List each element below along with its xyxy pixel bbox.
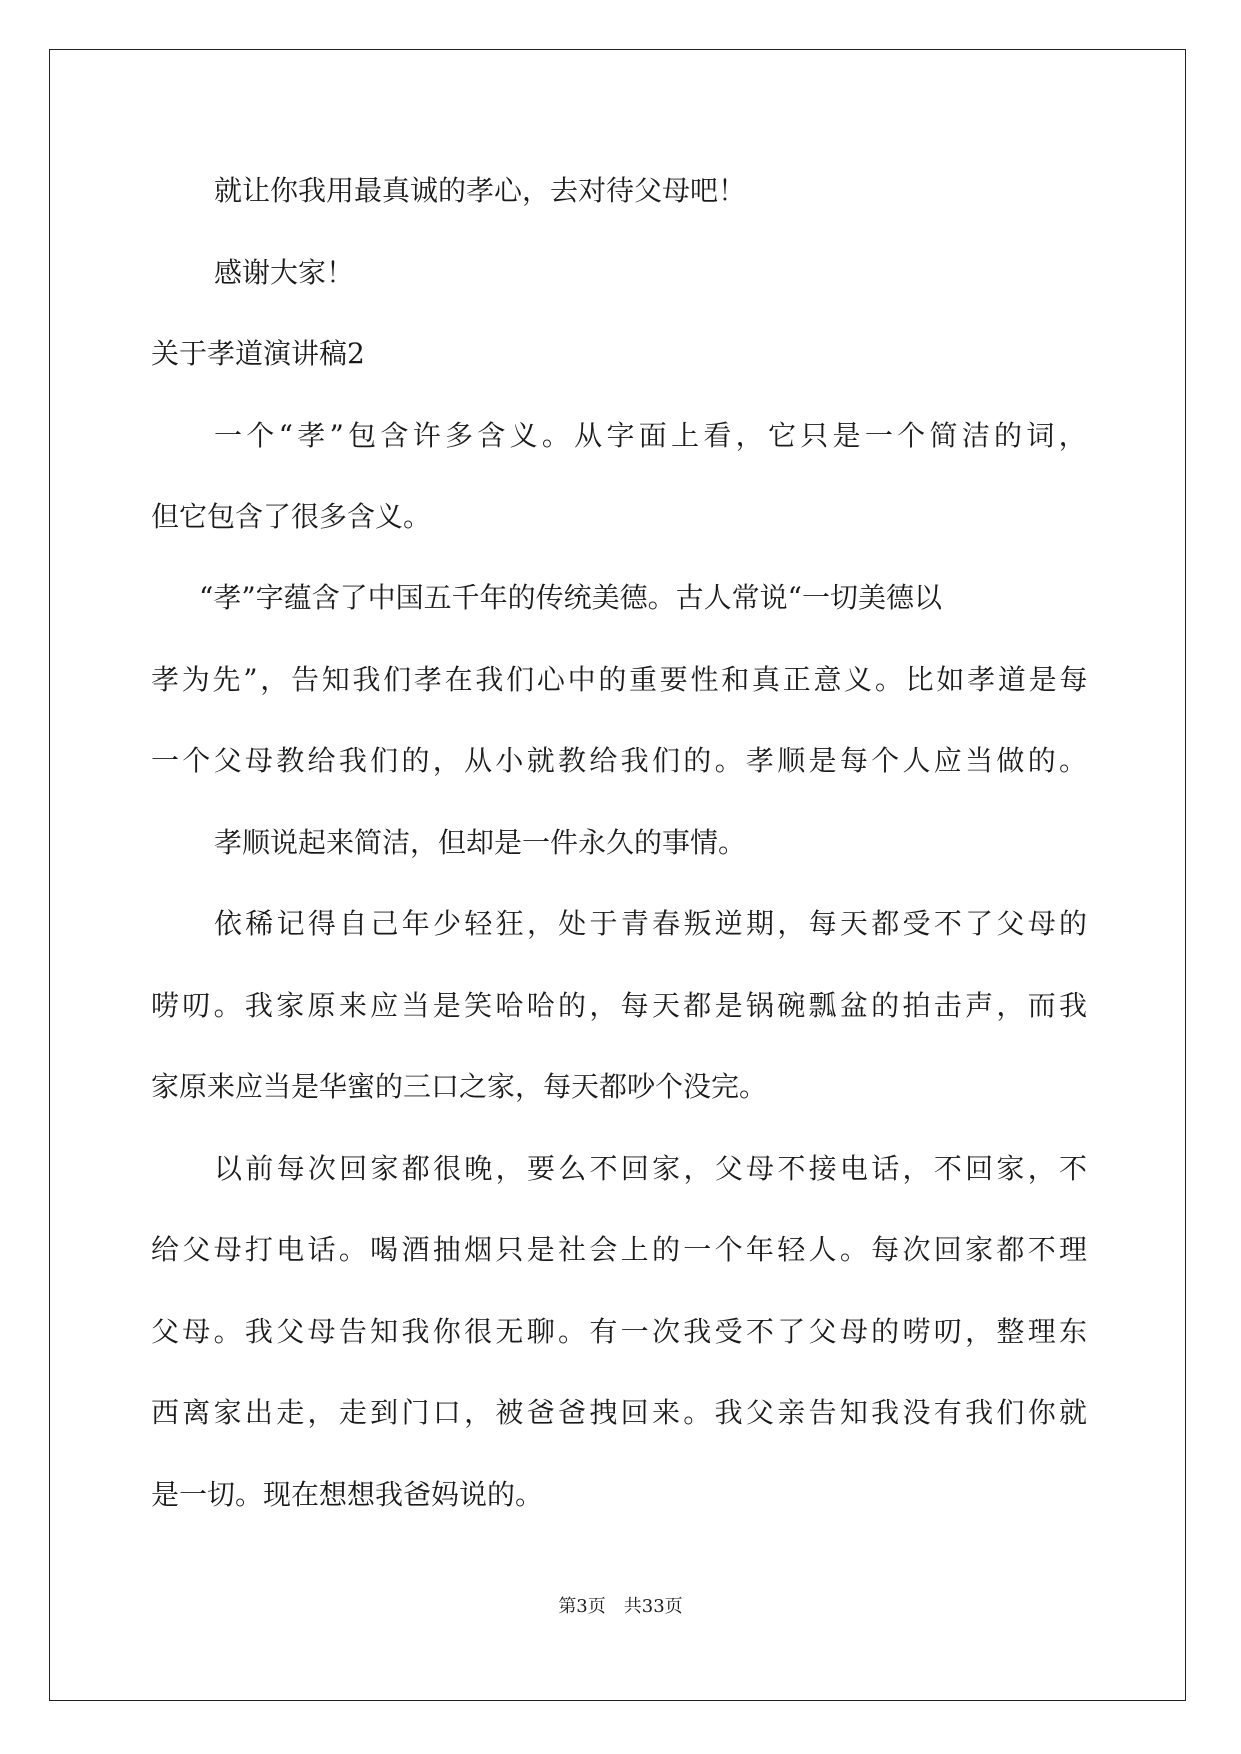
paragraph-line: 给父母打电话。喝酒抽烟只是社会上的一个年轻人。每次回家都不理: [151, 1233, 1091, 1266]
paragraph-line: 家原来应当是华蜜的三口之家，每天都吵个没完。: [151, 1070, 768, 1103]
paragraph-line: 一个“孝”包含许多含义。从字面上看，它只是一个简洁的词，: [214, 419, 1091, 452]
paragraph-line: 以前每次回家都很晚，要么不回家，父母不接电话，不回家，不: [214, 1152, 1091, 1185]
paragraph-line: 一个父母教给我们的，从小就教给我们的。孝顺是每个人应当做的。: [151, 744, 1091, 777]
paragraph-line: 就让你我用最真诚的孝心，去对待父母吧！: [214, 174, 747, 207]
paragraph-line: 西离家出走，走到门口，被爸爸拽回来。我父亲告知我没有我们你就: [151, 1396, 1091, 1429]
paragraph-line: 父母。我父母告知我你很无聊。有一次我受不了父母的唠叨，整理东: [151, 1315, 1091, 1348]
paragraph-line: 感谢大家！: [214, 256, 355, 289]
page-number-footer: 第3页 共33页: [558, 1596, 683, 1617]
paragraph-line: 是一切。现在想想我爸妈说的。: [151, 1478, 544, 1511]
paragraph-line: 唠叨。我家原来应当是笑哈哈的，每天都是锅碗瓢盆的拍击声，而我: [151, 989, 1091, 1022]
paragraph-line: 孝顺说起来简洁，但却是一件永久的事情。: [214, 826, 747, 859]
paragraph-line: 但它包含了很多含义。: [151, 500, 432, 533]
paragraph-line: “孝”字蕴含了中国五千年的传统美德。古人常说“一切美德以: [199, 581, 942, 614]
paragraph-line: 孝为先”，告知我们孝在我们心中的重要性和真正意义。比如孝道是每: [151, 663, 1091, 696]
paragraph-line: 依稀记得自己年少轻狂，处于青春叛逆期，每天都受不了父母的: [214, 907, 1091, 940]
page-border: [49, 49, 1186, 1701]
section-title: 关于孝道演讲稿2: [151, 337, 365, 370]
